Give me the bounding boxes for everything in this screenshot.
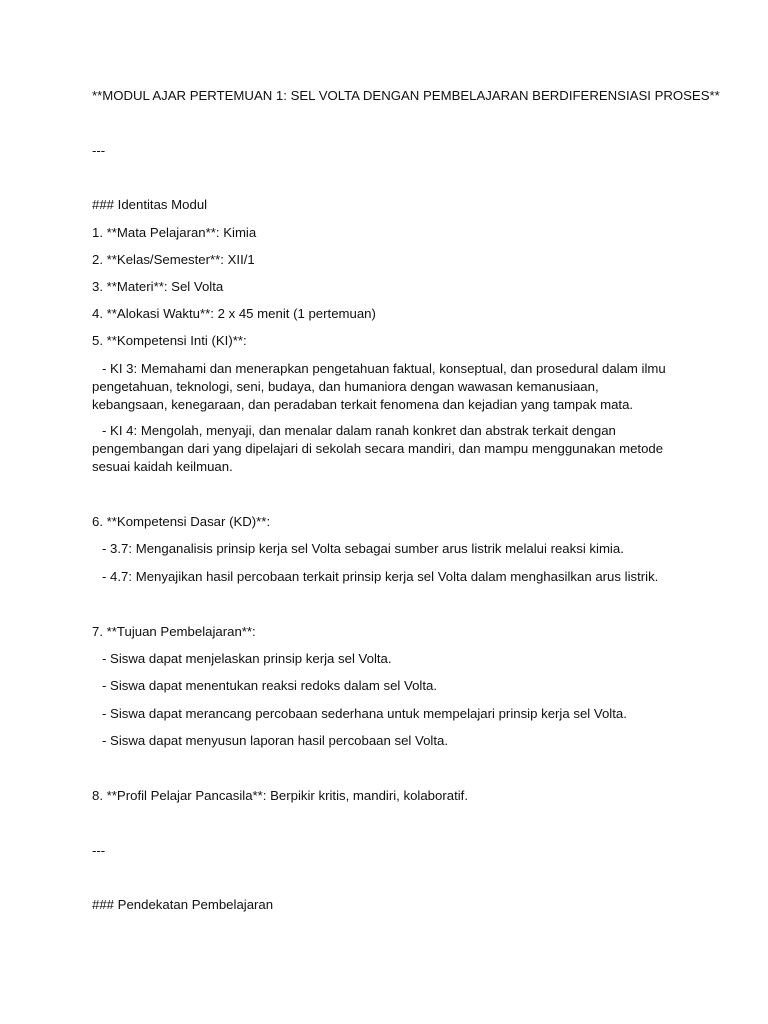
separator: ---	[92, 143, 106, 158]
ki4-text: - KI 4: Mengolah, menyaji, dan menalar dalam ranah konkret dan abstrak terkait dengan pengembangan dari yang dipelajari di sekolah secara mandiri, dan mampu menggunakan metode sesuai kaidah keilmuan.	[92, 423, 664, 475]
tujuan-item-3: - Siswa dapat merancang percobaan sederhana untuk mempelajari prinsip kerja sel Volta.	[102, 706, 627, 721]
separator: ---	[92, 843, 106, 858]
item-materi: 3. **Materi**: Sel Volta	[92, 279, 224, 294]
kd-3-7: - 3.7: Menganalisis prinsip kerja sel Volta sebagai sumber arus listrik melalui reaksi kimia.	[102, 541, 624, 556]
item-alokasi-waktu: 4. **Alokasi Waktu**: 2 x 45 menit (1 pertemuan)	[92, 306, 376, 321]
item-kompetensi-dasar: 6. **Kompetensi Dasar (KD)**:	[92, 514, 271, 529]
tujuan-item-1: - Siswa dapat menjelaskan prinsip kerja sel Volta.	[102, 651, 392, 666]
item-profil-pelajar-pancasila: 8. **Profil Pelajar Pancasila**: Berpikir kritis, mandiri, kolaboratif.	[92, 788, 468, 803]
ki3-paragraph	[92, 360, 672, 415]
ki3-text: - KI 3: Memahami dan menerapkan pengetahuan faktual, konseptual, dan prosedural dalam ilmu pengetahuan, teknologi, seni, budaya, dan humaniora dengan wawasan kemanusiaan, kebangsaan, kenegaraan, dan peradaban terkait fenomena dan kejadian yang tampak mata.	[92, 361, 666, 413]
ki4-paragraph	[92, 422, 672, 477]
kd-4-7: - 4.7: Menyajikan hasil percobaan terkait prinsip kerja sel Volta dalam menghasilkan arus listrik.	[102, 569, 659, 584]
heading-pendekatan-pembelajaran: ### Pendekatan Pembelajaran	[92, 897, 274, 912]
item-tujuan-pembelajaran: 7. **Tujuan Pembelajaran**:	[92, 624, 256, 639]
item-kelas-semester: 2. **Kelas/Semester**: XII/1	[92, 252, 255, 267]
item-mata-pelajaran: 1. **Mata Pelajaran**: Kimia	[92, 225, 257, 240]
item-kompetensi-inti: 5. **Kompetensi Inti (KI)**:	[92, 333, 247, 348]
tujuan-item-4: - Siswa dapat menyusun laporan hasil percobaan sel Volta.	[102, 733, 449, 748]
tujuan-item-2: - Siswa dapat menentukan reaksi redoks dalam sel Volta.	[102, 678, 437, 693]
document-title: **MODUL AJAR PERTEMUAN 1: SEL VOLTA DENGAN PEMBELAJARAN BERDIFERENSIASI PROSES**	[92, 88, 720, 103]
heading-identitas-modul: ### Identitas Modul	[92, 197, 208, 212]
